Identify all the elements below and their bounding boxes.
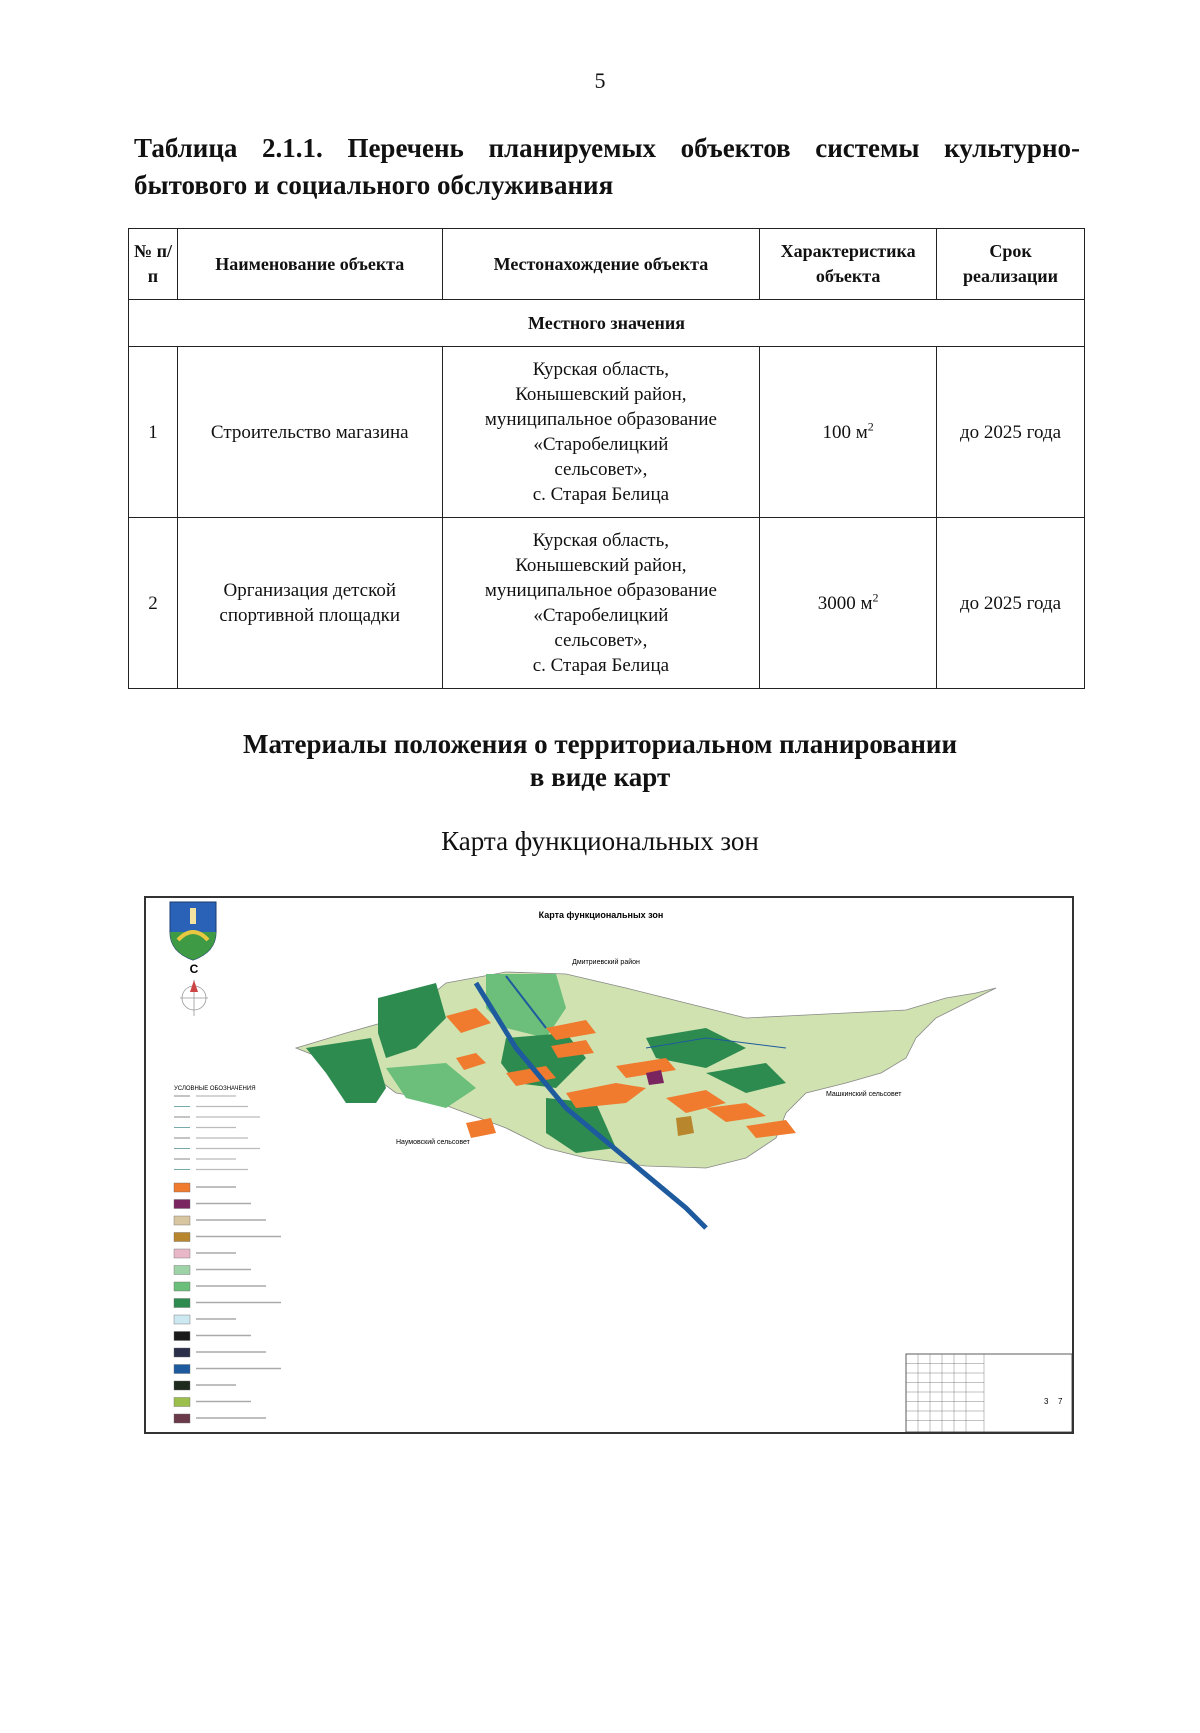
location-line: с. Старая Белица [532,655,670,676]
legend-swatch [174,1381,190,1390]
cell-num: 2 [129,518,178,689]
legend-swatch [174,1200,190,1209]
legend-swatch [174,1183,190,1192]
header-name: Наименование объекта [177,229,442,300]
map-territory [296,972,996,1228]
stamp-number: 3 [1044,1397,1049,1406]
legend-swatch [174,1266,190,1275]
special-zone [676,1116,694,1136]
header-location: Местонахождение объекта [442,229,760,300]
table-header-row [129,229,1085,300]
location-line: «Старобелицкий [533,434,669,455]
cell-term: до 2025 года [937,347,1085,518]
location-line: Конышевский район, [515,384,687,405]
label-east: Машкинский сельсовет [826,1091,902,1098]
legend-swatch [174,1398,190,1407]
section-label: Местного значения [129,300,1085,347]
table-caption: Таблица 2.1.1. Перечень планируемых объектов системы культурно-бытового и социального обслуживания [134,133,1080,200]
legend-swatch [174,1233,190,1242]
characteristic-sup: 2 [872,590,879,605]
table-section-row [129,300,1085,347]
legend-swatch [174,1348,190,1357]
drawing-stamp [906,1354,1072,1432]
header-num: № п/п [129,229,178,300]
location-line: с. Старая Белица [532,484,670,505]
legend-swatch [174,1315,190,1324]
table-row [129,518,1085,689]
cell-location [442,347,760,518]
functional-zones-map [144,896,1074,1434]
cell-name: Строительство магазина [177,347,442,518]
residential-zone [466,1118,496,1138]
materials-title-line: в виде карт [529,762,671,792]
legend-swatch [174,1249,190,1258]
stamp-number: 7 [1058,1397,1063,1406]
legend-swatch [174,1365,190,1374]
materials-title [0,728,1200,794]
legend-swatch [174,1216,190,1225]
compass-icon [180,962,208,1016]
cell-name: Организация детской спортивной площадки [177,518,442,689]
cell-location [442,518,760,689]
location-line: муниципальное образование [484,580,717,601]
legend-swatch [174,1414,190,1423]
location-line: Конышевский район, [515,555,687,576]
table-row [129,347,1085,518]
location-line: сельсовет», [554,459,648,480]
location-line: Курская область, [532,530,670,551]
label-southwest: Наумовский сельсовет [396,1139,470,1146]
map-title: Карта функциональных зон [538,910,664,920]
page-number: 5 [594,68,606,93]
location-line: муниципальное образование [484,409,717,430]
legend-swatch [174,1299,190,1308]
cell-term: до 2025 года [937,518,1085,689]
characteristic-value: 3000 м [817,592,873,614]
map-legend [174,1086,281,1423]
location-line: «Старобелицкий [533,605,669,626]
location-line: Курская область, [532,359,670,380]
characteristic-sup: 2 [867,419,874,434]
legend-swatch [174,1282,190,1291]
header-characteristic: Характеристика объекта [760,229,937,300]
header-term: Срок реализации [937,229,1085,300]
cell-num: 1 [129,347,178,518]
map-svg [146,898,1074,1434]
coat-of-arms-icon [170,902,216,960]
materials-title-line: Материалы положения о территориальном планировании [243,729,957,759]
cell-characteristic [760,347,937,518]
cell-characteristic [760,518,937,689]
characteristic-value: 100 м [822,421,868,443]
legend-title: УСЛОВНЫЕ ОБОЗНАЧЕНИЯ [174,1086,256,1092]
map-heading: Карта функциональных зон [441,826,759,856]
legend-swatch [174,1332,190,1341]
compass-letter: С [189,962,199,976]
objects-table [128,228,1085,689]
label-north: Дмитриевский район [572,959,640,966]
location-line: сельсовет», [554,630,648,651]
